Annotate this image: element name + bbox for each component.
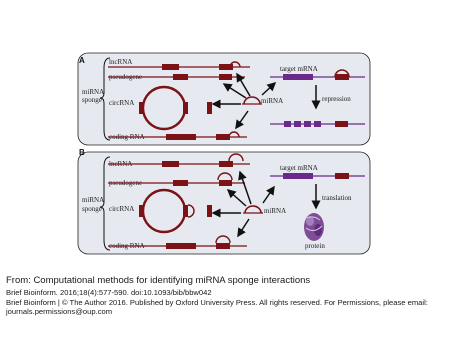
pseudogene-block [219, 180, 232, 186]
lncrna-label: lncRNA [109, 58, 133, 66]
coding-rna-block [216, 134, 230, 140]
pseudogene-label: pseudogene [109, 179, 143, 187]
target-mrna-block [283, 74, 313, 80]
coding-rna-label: coding RNA [109, 242, 145, 250]
figure-caption [6, 275, 446, 317]
coding-rna-block [166, 134, 196, 140]
repression-label: repression [322, 95, 351, 103]
panel-b [78, 148, 370, 254]
mirna-label: miRNA [261, 97, 284, 105]
panel-b-letter: B [79, 148, 85, 157]
caption-email: journals.permissions@oup.com [6, 307, 113, 317]
degraded-mrna-fragment [294, 121, 301, 127]
circrna-block [139, 102, 144, 114]
lncrna-block [219, 161, 233, 167]
sponge-label-line2: sponge [82, 205, 102, 213]
pseudogene-label: pseudogene [109, 73, 143, 81]
pseudogene-block [173, 180, 188, 186]
pseudogene-block [173, 74, 188, 80]
degraded-mrna-fragment [284, 121, 291, 127]
panel-a-letter: A [79, 56, 85, 65]
degraded-mrna-fragment [314, 121, 321, 127]
caption-title: From: Computational methods for identifying miRNA sponge interactions [6, 275, 311, 286]
coding-rna-block [166, 243, 196, 249]
lncrna-block [162, 64, 179, 70]
sponge-label-line1: miRNA [82, 88, 105, 96]
mirna-label: miRNA [264, 207, 287, 215]
circrna-block [207, 205, 212, 217]
circrna-block [183, 205, 188, 217]
caption-copyright: Brief Bioinform | © The Author 2016. Published by Oxford University Press. All rights reserved. For Permissions, please email: [6, 297, 428, 307]
circrna-block [207, 102, 212, 114]
translation-label: translation [322, 194, 352, 202]
coding-rna-label: coding RNA [109, 133, 145, 141]
circrna-block [139, 205, 144, 217]
protein-label: protein [305, 242, 325, 250]
circrna-block [183, 102, 188, 114]
sponge-label-line1: miRNA [82, 196, 105, 204]
target-mrna-block [335, 173, 349, 179]
circrna-label: circRNA [109, 205, 135, 213]
target-mrna-label: target mRNA [280, 164, 318, 172]
target-mrna-block [335, 74, 349, 80]
protein-icon [304, 213, 324, 241]
target-mrna-block [283, 173, 313, 179]
panel-a [78, 53, 370, 145]
sponge-label-line2: sponge [82, 96, 102, 104]
lncrna-block [162, 161, 179, 167]
target-mrna-label: target mRNA [280, 65, 318, 73]
degraded-mrna-fragment [304, 121, 311, 127]
pseudogene-block [219, 74, 232, 80]
circrna-label: circRNA [109, 99, 135, 107]
caption-citation: Brief Bioinform. 2016;18(4):577-590. doi:10.1093/bib/bbw042 [6, 288, 212, 297]
degraded-mrna-fragment [335, 121, 348, 127]
lncrna-label: lncRNA [109, 160, 133, 168]
coding-rna-block [216, 243, 230, 249]
